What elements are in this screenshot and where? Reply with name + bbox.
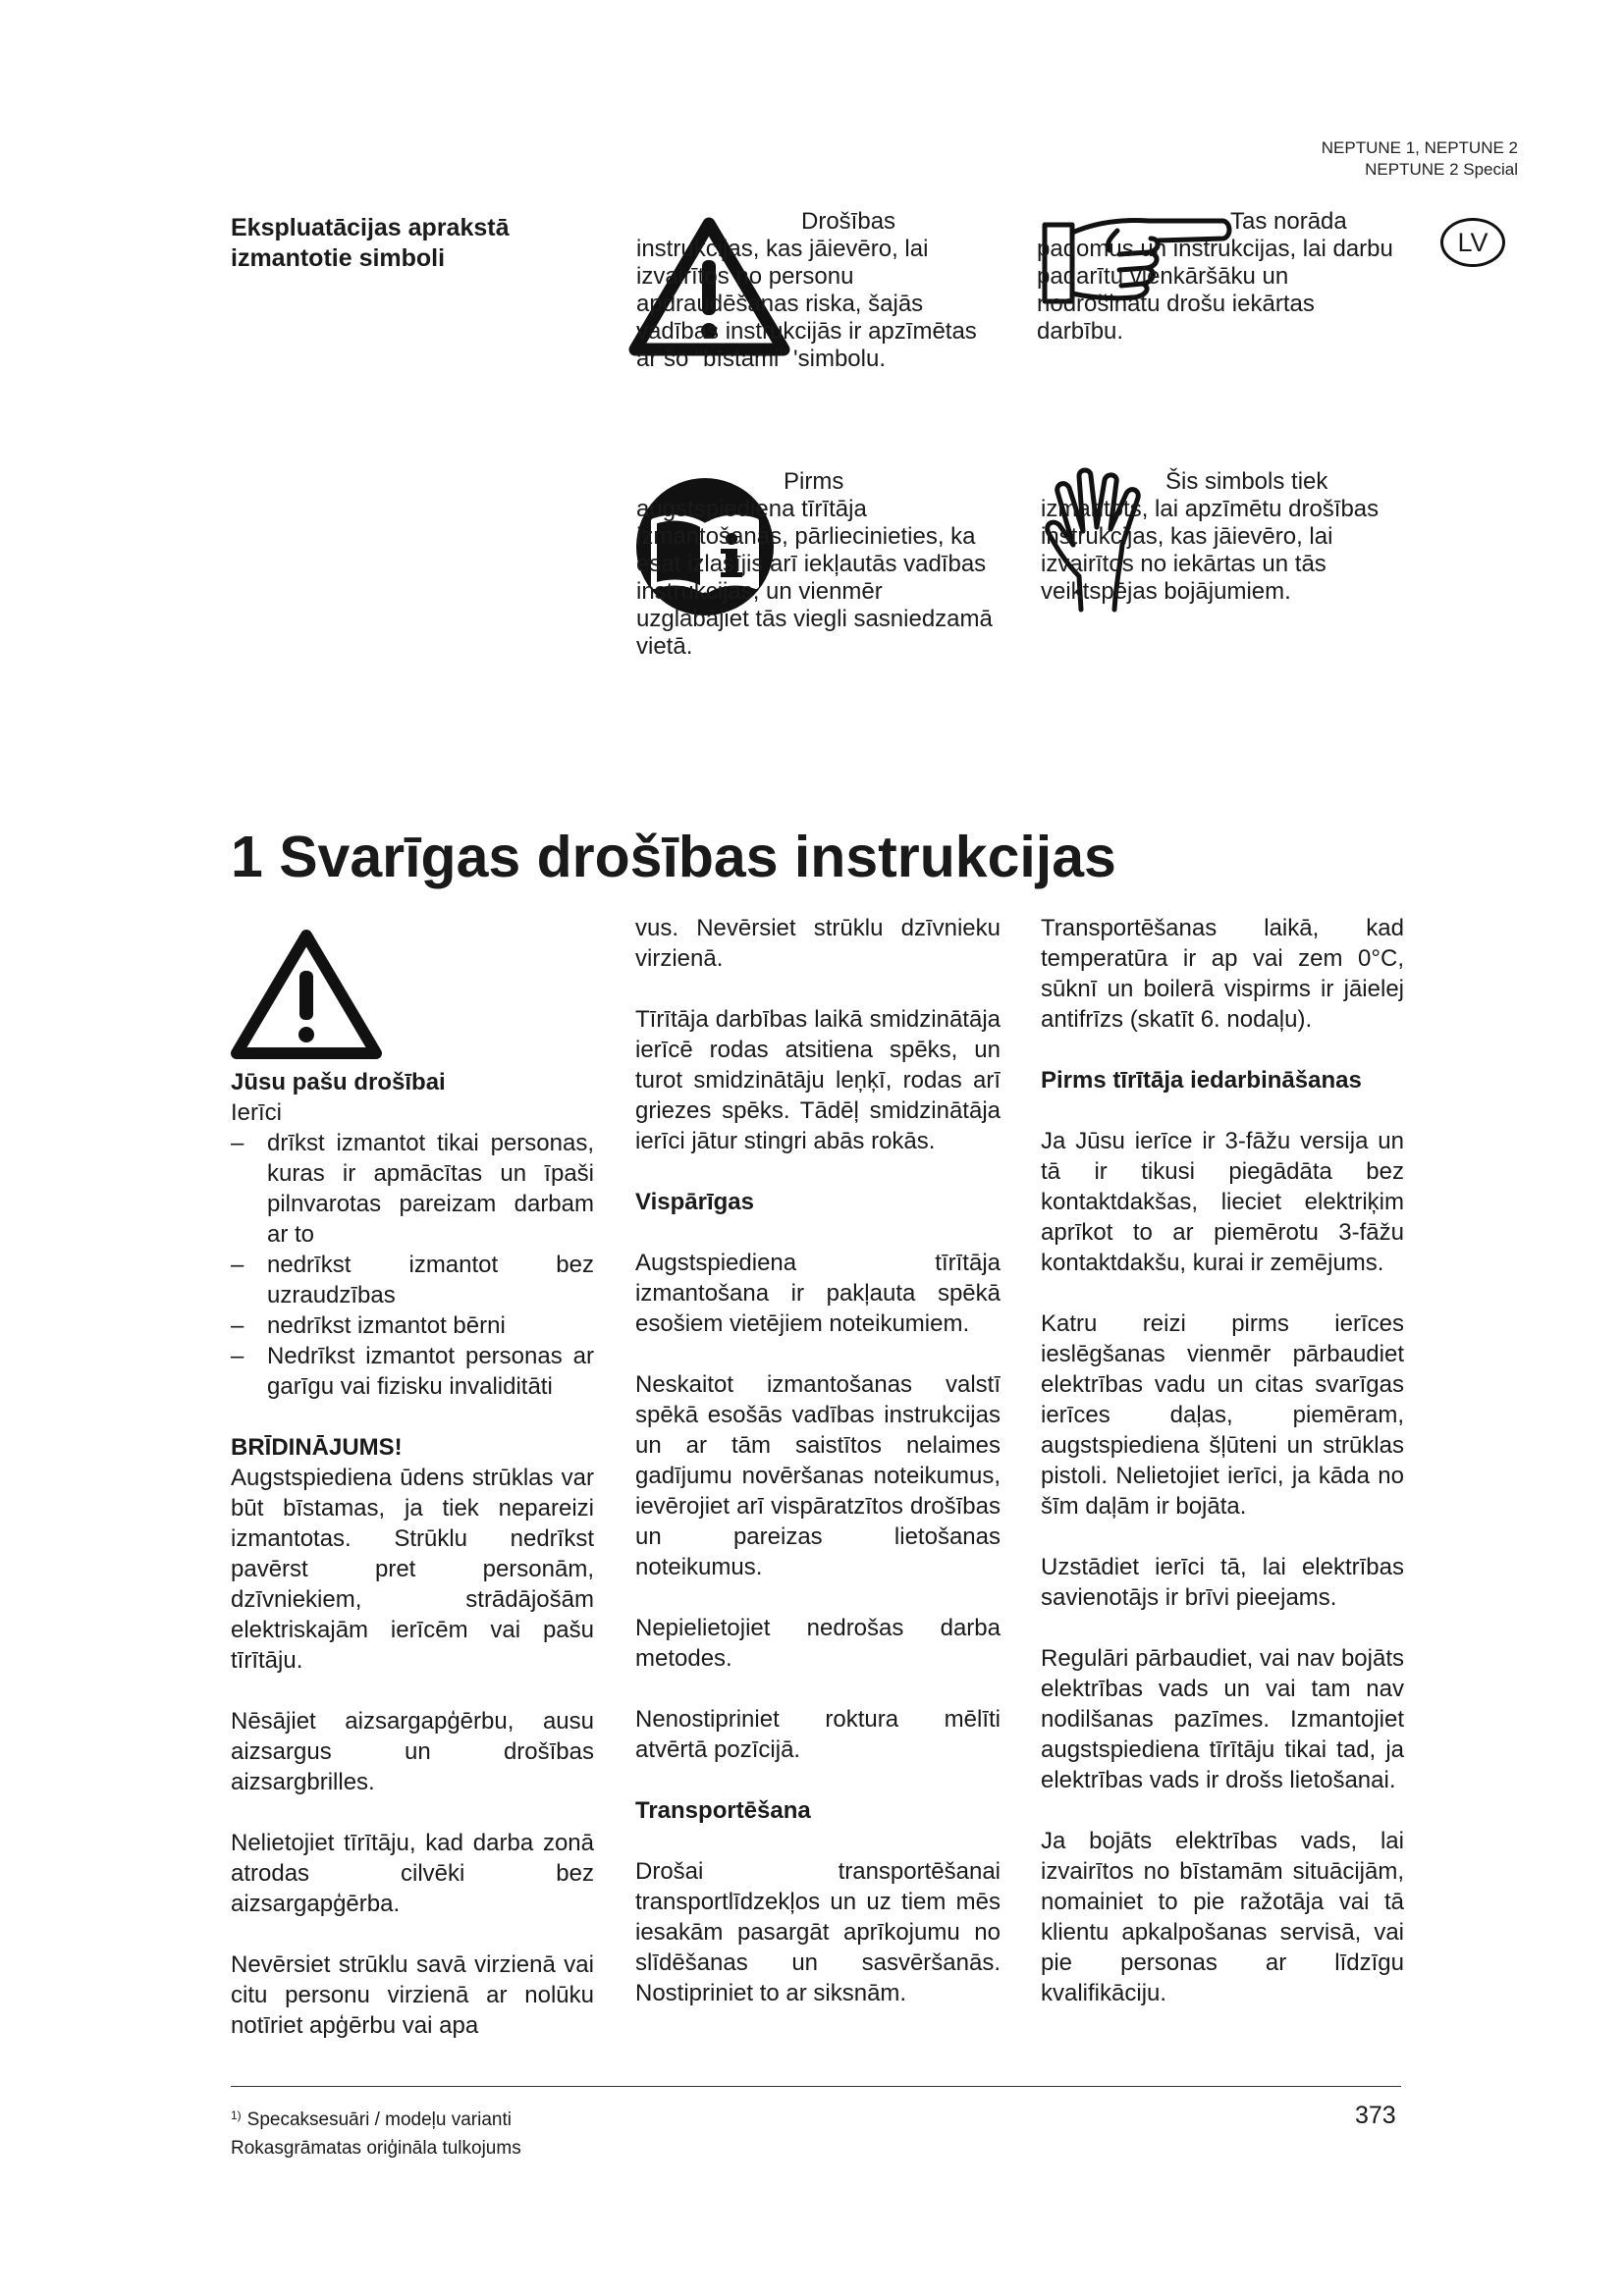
footer-divider	[231, 2086, 1401, 2087]
symbols-title: Ekspluatācijas aprakstā izmantotie simboli	[231, 214, 510, 272]
translation-note: Rokasgrāmatas oriģināla tulkojums	[231, 2138, 521, 2159]
model-line-2: NEPTUNE 2 Special	[1365, 160, 1518, 179]
page-number: 373	[1355, 2102, 1396, 2129]
own-safety-heading: Jūsu pašu drošībai	[231, 1069, 446, 1095]
protective-gear-text: Nēsājiet aizsargapģērbu, ausu aizsargus un drošības aizsargbrilles.	[231, 1708, 594, 1795]
manual-symbol-text: Pirms augstspiediena tīrītāja izmantošanas, pārliecinieties, ka esat izlasījis arī iekļautās vadības instrukcijas, un vienmēr uzglabājiet tās viegli sasniedzamā vietā.	[636, 468, 993, 660]
footnote-marker: 1)	[231, 2109, 242, 2122]
regulations-text: Augstspiediena tīrītāja izmantošana ir pakļauta spēkā esošiem vietējiem noteikumiem.	[635, 1250, 1001, 1337]
danger-symbol-text: Drošības instrukcijas, kas jāievēro, lai izvairītos no personu apdraudēšanas riska, šajās vadības instrukcijās ir apzīmētas ar šo “bīstami” 'simbolu.	[636, 208, 977, 372]
cable-check-text: Regulāri pārbaudiet, vai nav bojāts elektrības vads un vai tam nav nodilšanas pazīmes. Izmantojiet augstspiediena tīrītāju tikai tad, ja elektrības vads ir drošs lietošanai.	[1041, 1645, 1404, 1793]
transport-heading: Transportēšana	[635, 1797, 811, 1824]
frost-transport-text: Transportēšanas laikā, kad temperatūra ir ap vai zem 0°C, sūknī un boilerā vispirms ir jāielej antifrīzs (skatīt 6. nodaļu).	[1041, 915, 1404, 1033]
model-line-1: NEPTUNE 1, NEPTUNE 2	[1321, 138, 1518, 157]
column-2	[635, 913, 1001, 2008]
device-intro: Ierīci	[231, 1099, 283, 1126]
recoil-text: Tīrītāja darbības laikā smidzinātāja ierīcē rodas atsitiena spēks, un turot smidzinātāju leņķī, rodas arī griezes spēks. Tādēļ smidzinātāja ierīci jātur stingri abās rokās.	[635, 1006, 1001, 1154]
hint-symbol-text: Tas norāda padomus un instrukcijas, lai darbu padarītu vienkāršāku un nodrošinātu drošu iekārtas darbību.	[1037, 208, 1393, 345]
warning-triangle-icon	[231, 928, 383, 1060]
chapter-title: 1 Svarīgas drošības instrukcijas	[231, 825, 1116, 889]
footnote-text: Specaksesuāri / modeļu varianti	[246, 2109, 512, 2130]
column-1	[231, 1067, 594, 2041]
footnote	[231, 2104, 512, 2132]
usage-restrictions-list	[231, 1128, 594, 1402]
list-item: – nedrīkst izmantot bez uzraudzības	[231, 1250, 594, 1310]
lever-text: Nenostipriniet roktura mēlīti atvērtā pozīcijā.	[635, 1706, 1001, 1763]
jet-direction-text: Nevērsiet strūklu savā virzienā vai citu personu virzienā ar nolūku notīriet apģērbu vai apa	[231, 1951, 594, 2039]
language-badge: LV	[1440, 218, 1505, 267]
before-start-heading: Pirms tīrītāja iedarbināšanas	[1041, 1067, 1362, 1094]
warning-text: Augstspiediena ūdens strūklas var būt bīstamas, ja tiek nepareizi izmantotas. Strūklu nedrīkst pavērst pret personām, dzīvniekiem, strādājošām elektriskajām ierīcēm vai pašu tīrītāju.	[231, 1465, 594, 1674]
hand-symbol-text: Šis simbols tiek izmantots, lai apzīmētu drošības instrukcijas, kas jāievēro, lai izvairītos no iekārtas un tās veiktspējas bojājumiem.	[1041, 468, 1380, 605]
model-header	[1322, 137, 1518, 181]
check-before-start-text: Katru reizi pirms ierīces ieslēgšanas vienmēr pārbaudiet elektrības vadu un citas svarīgas ierīces daļas, piemēram, augstspiediena šļūteni un strūklas pistoli. Nelietojiet ierīci, ja kāda no šīm daļām ir bojāta.	[1041, 1310, 1404, 1520]
transport-text: Drošai transportēšanai transportlīdzekļos un uz tiem mēs iesakām pasargāt aprīkojumu no slīdēšanas un sasvēršanās. Nostipriniet to ar siksnām.	[635, 1858, 1001, 2006]
damaged-cable-text: Ja bojāts elektrības vads, lai izvairītos no bīstamām situācijām, nomainiet to pie ražotāja vai tā klientu apkalpošanas servisā, vai pie personas ar līdzīgu kvalifikāciju.	[1041, 1828, 1404, 2006]
column-3	[1041, 913, 1404, 2008]
list-item: – Nedrīkst izmantot personas ar garīgu vai fizisku invaliditāti	[231, 1341, 594, 1402]
jet-direction-continued: vus. Nevērsiet strūklu dzīvnieku virzienā.	[635, 915, 1001, 972]
list-item: – drīkst izmantot tikai personas, kuras ir apmācītas un īpaši pilnvarotas pareizam darbam ar to	[231, 1128, 594, 1250]
general-heading: Vispārīgas	[635, 1189, 754, 1215]
plug-access-text: Uzstādiet ierīci tā, lai elektrības savienotājs ir brīvi pieejams.	[1041, 1554, 1404, 1611]
instructions-text: Neskaitot izmantošanas valstī spēkā esošās vadības instrukcijas un ar tām saistītos nelaimes gadījumu novēršanas noteikumus, ievērojiet arī vispāratzītos drošības un pareizas lietošanas noteikumus.	[635, 1371, 1001, 1580]
people-in-area-text: Nelietojiet tīrītāju, kad darba zonā atrodas cilvēki bez aizsargapģērba.	[231, 1830, 594, 1917]
three-phase-text: Ja Jūsu ierīce ir 3-fāžu versija un tā ir tikusi piegādāta bez kontaktdakšas, lieciet elektriķim aprīkot to ar piemērotu 3-fāžu kontaktdakšu, kurai ir zemējums.	[1041, 1128, 1404, 1276]
warning-heading: BRĪDINĀJUMS!	[231, 1434, 403, 1461]
list-item: – nedrīkst izmantot bērni	[231, 1310, 594, 1341]
unsafe-methods-text: Nepielietojiet nedrošas darba metodes.	[635, 1615, 1001, 1672]
